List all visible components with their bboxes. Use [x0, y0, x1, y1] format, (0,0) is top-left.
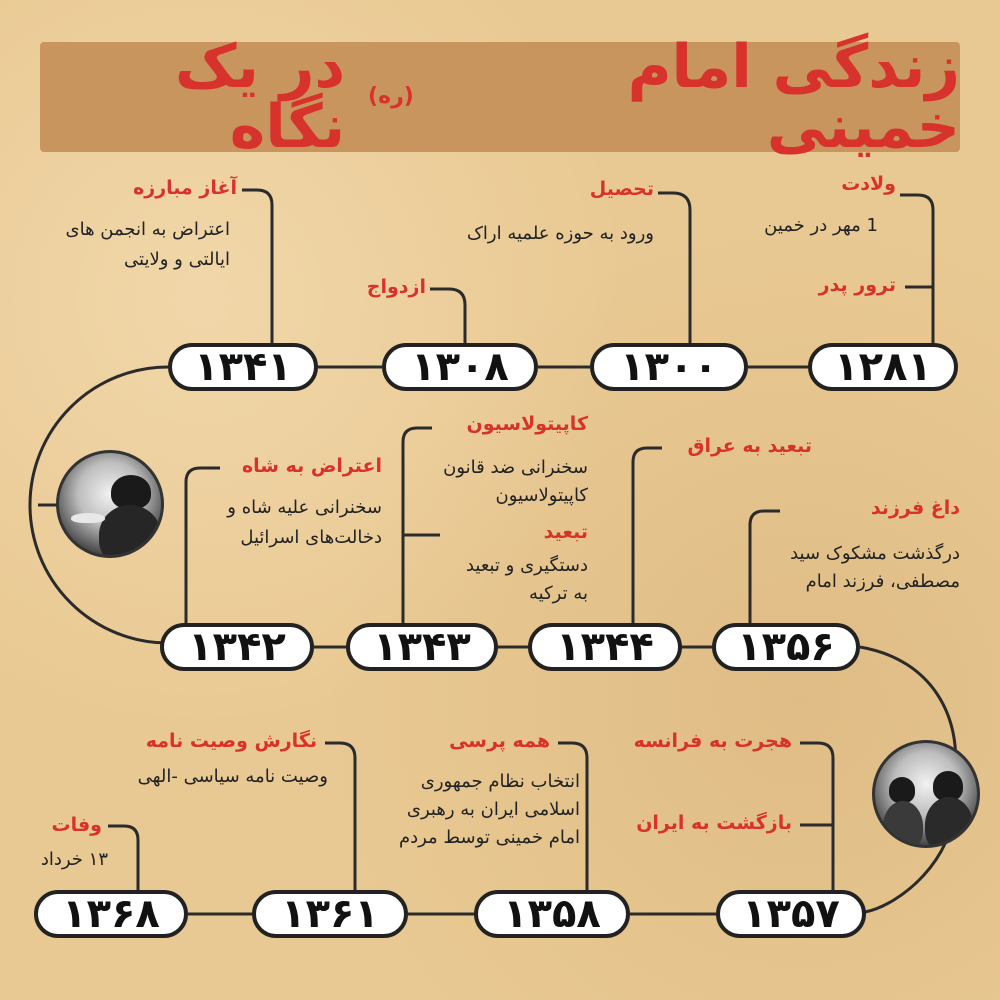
event-death-heading: وفات: [51, 814, 102, 836]
event-iraq-heading: تبعید به عراق: [687, 435, 812, 457]
event-birth-heading: ولادت: [841, 173, 896, 195]
year-1356: ۱۳۵۶: [712, 623, 860, 671]
event-france-heading: هجرت به فرانسه: [633, 730, 792, 752]
event-death-description: ۱۳ خرداد: [40, 849, 108, 870]
portrait-photo-return: [872, 740, 980, 848]
event-capitulation-heading: کاپیتولاسیون: [466, 413, 588, 435]
event-capitulation-description-2: کاپیتولاسیون: [495, 485, 588, 506]
event-protest-heading: اعتراض به شاه: [241, 455, 382, 477]
year-1300: ۱۳۰۰: [590, 343, 748, 391]
event-struggle-description-1: اعتراض به انجمن های: [65, 219, 230, 240]
event-referendum-description-3: امام خمینی توسط مردم: [398, 827, 580, 848]
event-return-heading: بازگشت به ایران: [636, 812, 792, 834]
event-son-description-2: مصطفی، فرزند امام: [805, 571, 960, 592]
title-honorific: (ره): [368, 84, 414, 109]
event-protest-description-1: سخنرانی علیه شاه و: [227, 497, 382, 518]
event-will-heading: نگارش وصیت نامه: [145, 730, 317, 752]
year-1368: ۱۳۶۸: [34, 890, 188, 938]
event-capitulation-description-1: سخنرانی ضد قانون: [443, 457, 588, 478]
event-protest-description-2: دخالت‌های اسرائیل: [240, 527, 382, 548]
event-education-description: ورود به حوزه علمیه اراک: [466, 223, 654, 244]
year-1281: ۱۲۸۱: [808, 343, 958, 391]
portrait-photo-speech: [56, 450, 164, 558]
event-exile-description-2: به ترکیه: [529, 583, 588, 604]
event-exile-heading: تبعید: [543, 521, 588, 543]
event-exile-description-1: دستگیری و تبعید: [465, 555, 588, 576]
event-birth-description: 1 مهر در خمین: [764, 215, 878, 236]
year-1357: ۱۳۵۷: [716, 890, 866, 938]
year-1308: ۱۳۰۸: [382, 343, 538, 391]
year-1341: ۱۳۴۱: [168, 343, 318, 391]
year-1361: ۱۳۶۱: [252, 890, 408, 938]
event-marriage-heading: ازدواج: [366, 276, 426, 298]
year-1358: ۱۳۵۸: [474, 890, 630, 938]
event-will-description: وصیت نامه سیاسی -الهی: [137, 766, 328, 787]
title-tail: در یک نگاه: [174, 32, 346, 162]
event-education-heading: تحصیل: [589, 178, 654, 200]
page-title: [40, 32, 960, 162]
event-referendum-description-2: اسلامی ایران به رهبری: [406, 799, 580, 820]
event-struggle-heading: آغاز مبارزه: [133, 177, 237, 199]
event-referendum-description-1: انتخاب نظام جمهوری: [420, 771, 580, 792]
event-father-heading: ترور پدر: [818, 274, 896, 296]
event-referendum-heading: همه پرسی: [449, 730, 550, 752]
event-son-heading: داغ فرزند: [870, 497, 960, 519]
event-son-description-1: درگذشت مشکوک سید: [790, 543, 960, 564]
title-main: زندگی امام خمینی: [627, 32, 960, 162]
event-struggle-description-2: ایالتی و ولایتی: [124, 249, 230, 270]
year-1343: ۱۳۴۳: [346, 623, 498, 671]
year-1344: ۱۳۴۴: [528, 623, 682, 671]
year-1342: ۱۳۴۲: [160, 623, 314, 671]
